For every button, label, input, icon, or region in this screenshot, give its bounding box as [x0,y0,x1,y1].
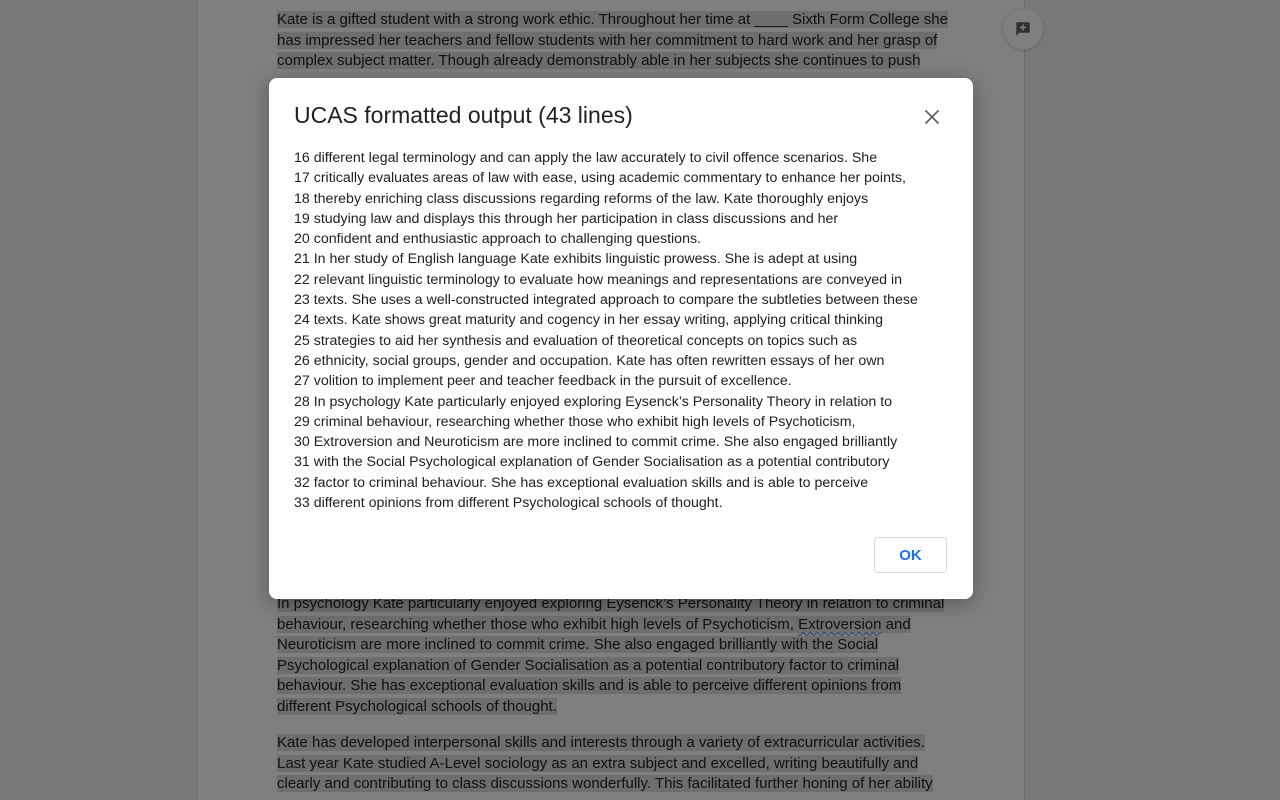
output-line: 33 different opinions from different Psychological schools of thought. [294,495,723,512]
output-line: 23 texts. She uses a well-constructed integrated approach to compare the subtleties between these [294,292,918,309]
output-line: 31 with the Social Psychological explanation of Gender Socialisation as a potential contributory [294,454,890,471]
output-line: 30 Extroversion and Neuroticism are more inclined to commit crime. She also engaged brilliantly [294,434,898,451]
output-line: 16 different legal terminology and can apply the law accurately to civil offence scenarios. She [294,150,878,166]
output-line: 28 In psychology Kate particularly enjoyed exploring Eysenck’s Personality Theory in relation to [294,393,893,410]
output-line: 27 volition to implement peer and teacher feedback in the pursuit of excellence. [294,373,792,390]
output-line: 19 studying law and displays this through her participation in class discussions and her [294,210,839,227]
output-line: 32 factor to criminal behaviour. She has exceptional evaluation skills and is able to perceive [294,474,869,491]
output-line: 29 criminal behaviour, researching whether those who exhibit high levels of Psychoticism, [294,413,856,430]
formatted-output [294,148,954,513]
output-line: 24 texts. Kate shows great maturity and cogency in her essay writing, applying critical thinking [294,312,884,329]
dialog-title: UCAS formatted output (43 lines) [294,102,633,128]
output-line: 25 strategies to aid her synthesis and evaluation of theoretical concepts on topics such as [294,332,858,349]
output-line: 26 ethnicity, social groups, gender and occupation. Kate has often rewritten essays of her own [294,352,885,369]
output-line: 21 In her study of English language Kate exhibits linguistic prowess. She is adept at using [294,251,858,268]
ucas-output-dialog [269,78,973,599]
close-button[interactable] [919,104,945,130]
ok-button[interactable]: OK [874,537,947,573]
output-line: 22 relevant linguistic terminology to evaluate how meanings and representations are conveyed in [294,271,903,288]
output-line: 20 confident and enthusiastic approach to challenging questions. [294,231,701,248]
close-icon [925,110,939,124]
output-line: 18 thereby enriching class discussions regarding reforms of the law. Kate thoroughly enjoys [294,190,869,207]
output-line: 17 critically evaluates areas of law with ease, using academic commentary to enhance her points, [294,170,906,187]
